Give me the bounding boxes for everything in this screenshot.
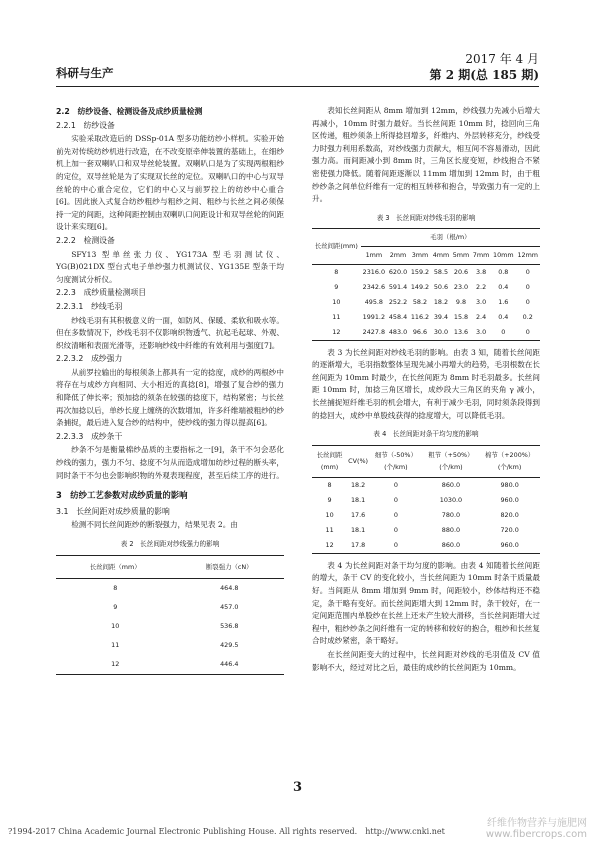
table-cell: 8	[113, 584, 118, 593]
table-cell: 0	[393, 495, 398, 504]
paragraph: 在长丝间距变大的过程中，长丝间距对纱线的毛羽值及 CV 值影响不大，经过对比之后，最佳的成纱的长丝间距为 10mm。	[312, 650, 540, 672]
table-cell: 1.6	[498, 297, 509, 306]
table-row	[312, 310, 540, 325]
table-cell: 591.4	[388, 282, 408, 291]
table-cell: 50.6	[433, 282, 449, 291]
table-header: 粗节（+50%）(个/km)	[423, 445, 480, 477]
table-cell: 429.5	[220, 641, 239, 650]
table-cell: 980.0	[500, 480, 519, 489]
table-cell: 30.0	[433, 327, 449, 336]
table-row	[312, 493, 540, 508]
table-cell: 2342.6	[362, 282, 386, 291]
section-2-2-3-3: 2.2.3.3 成纱条干	[56, 431, 123, 441]
table-cell: 12	[111, 660, 120, 669]
table-cell: 2.2	[475, 282, 487, 291]
table-row	[56, 655, 284, 675]
table-row	[56, 579, 284, 599]
table-row	[312, 538, 540, 554]
table-cell: 39.4	[433, 312, 449, 321]
section-2-2-3-1: 2.2.3.1 纱线毛羽	[56, 301, 123, 311]
paragraph: 表 3 为长丝间距对纱线毛羽的影响。由表 3 知，随着长丝间距的逐渐增大，毛羽指数整体呈现先减小再增大的趋势，毛羽根数在长丝间距为 10mm 时最少，在长丝间距为 8mm 时毛羽最多。长丝间距 10mm 时，加捻三角区增长，成纱段大三角区的夹角 γ 减小，长丝捕捉短纤维毛羽的机会增大，有利于减少毛羽，同时须条段得到的捻回大，成纱中单股线获得的捻度增大，可以降低毛羽。	[312, 347, 540, 420]
table-cell: 3.0	[475, 327, 487, 336]
table-row	[56, 598, 284, 617]
table-header-group: 毛羽（根/m）	[361, 229, 540, 247]
table-cell: 495.8	[364, 297, 383, 306]
table-header: 3mm	[409, 246, 431, 264]
watermark	[486, 818, 587, 840]
table-row	[312, 280, 540, 295]
copyright-footer: ?1994-2017 China Academic Journal Electronic Publishing House. All rights reserved. http://www.cnki.net	[8, 827, 445, 836]
table-header: 7mm	[471, 246, 491, 264]
table-cell: 9	[334, 282, 339, 291]
table-header: 10mm	[491, 246, 515, 264]
table-cell: 464.8	[220, 584, 239, 593]
table-cell: 116.2	[410, 312, 430, 321]
table-header: 长丝间距（mm）	[56, 555, 174, 579]
paragraph: SFY13 型单丝张力仪、YG173A 型毛羽测试仪、YG(B)021DX 型台式电子单纱强力机测试仪、YG135E 型条干均匀度测试分析仪。	[56, 249, 284, 284]
table-cell: 483.0	[388, 327, 408, 336]
table-4-caption: 表 4 长丝间距对条干均匀度的影响	[373, 430, 479, 439]
table-cell: 720.0	[500, 525, 519, 534]
table-cell: 9	[113, 603, 118, 612]
right-column	[312, 105, 540, 675]
table-cell: 149.2	[410, 282, 430, 291]
table-cell: 0.4	[498, 312, 509, 321]
paragraph: 表 4 为长丝间距对条干均匀度的影响。由表 4 知随着长丝间距的增大，条干 CV 的变化较小，当长丝间距为 10mm 时条干质量最好。当间距从 8mm 增加到 9mm 时，间距较小，纱体结构还不稳定，条干略有变好。而长丝间距增大到 12mm 时，条干较好，在一定间距范围内单股纱在长丝上还未产生较大滑移，当长丝间距增大过程中，粗纱纱条之间纤维有一定的转移和较好的抱合，粗纱和长丝复合时成纱紧密，条干略好。	[312, 560, 540, 646]
table-row	[312, 523, 540, 538]
header-rule	[56, 86, 539, 87]
section-2-2-2: 2.2.2 检测设备	[56, 235, 115, 245]
table-row	[312, 508, 540, 523]
table-header: 细节（-50%）(个/km)	[369, 445, 423, 477]
table-cell: 1991.2	[362, 312, 386, 321]
table-cell: 12	[325, 540, 334, 549]
table-cell: 11	[325, 525, 334, 534]
table-row	[312, 477, 540, 493]
table-cell: 10	[325, 510, 334, 519]
table-cell: 159.2	[410, 267, 430, 276]
table-cell: 0	[393, 510, 398, 519]
table-header: 长丝间距(mm)	[312, 445, 347, 477]
table-row	[312, 325, 540, 341]
table-cell: 252.2	[388, 297, 408, 306]
watermark-line: www.fibercrops.com	[485, 829, 587, 840]
table-3	[312, 228, 540, 340]
paragraph: 从前罗拉输出的每根须条上都具有一定的捻度，成纱的两根纱中将存在与成纱方向相同、大小相近的真捻[8]，增强了复合纱的强力和降低了伸长率；预加捻的须条在较强的捻度下，结构紧密；与长丝再次加捻以后，单纱长度上缠绕的次数增加，许多纤维端被粗纱的纱条捕捉，最后进入复合纱的结构中，使纱线的强力得以提高[6]。	[56, 367, 284, 428]
table-cell: 0	[525, 327, 530, 336]
table-row	[312, 264, 540, 280]
table-header: 4mm	[431, 246, 451, 264]
table-row	[312, 295, 540, 310]
table-cell: 8	[334, 267, 339, 276]
journal-title: 科研与生产	[56, 66, 114, 80]
table-cell: 3.0	[475, 297, 487, 306]
page-number: 3	[292, 780, 303, 795]
section-2-2-3: 2.2.3 成纱质量检测项目	[56, 288, 147, 298]
table-cell: 3.8	[475, 267, 487, 276]
table-cell: 17.6	[350, 510, 366, 519]
table-cell: 457.0	[220, 603, 239, 612]
table-cell: 58.2	[412, 297, 428, 306]
table-cell: 13.6	[453, 327, 469, 336]
table-2	[56, 555, 284, 676]
table-header: CV(%)	[347, 445, 369, 477]
table-cell: 12	[332, 327, 341, 336]
issue-number: 第 2 期(总 185 期)	[429, 68, 539, 82]
table-cell: 0	[393, 540, 398, 549]
table-cell: 2427.8	[362, 327, 386, 336]
section-2-2-3-2: 2.2.3.2 成纱强力	[56, 354, 123, 364]
table-cell: 0.8	[498, 267, 509, 276]
table-cell: 2316.0	[362, 267, 386, 276]
table-cell: 11	[111, 641, 120, 650]
table-cell: 8	[327, 480, 332, 489]
table-header: 2mm	[387, 246, 409, 264]
table-header: 长丝间距(mm)	[312, 229, 361, 264]
table-header: 棉节（+200%）(个/km)	[479, 445, 540, 477]
table-cell: 0	[393, 480, 398, 489]
section-3: 3 纺纱工艺参数对成纱质量的影响	[56, 490, 188, 501]
table-cell: 1030.0	[439, 495, 463, 504]
table-cell: 18.1	[350, 495, 366, 504]
table-header: 1mm	[361, 246, 387, 264]
table-cell: 17.8	[350, 540, 366, 549]
table-row	[56, 636, 284, 655]
left-column	[56, 105, 284, 675]
table-cell: 0	[525, 297, 530, 306]
table-cell: 18.2	[350, 480, 366, 489]
table-cell: 0	[525, 267, 530, 276]
table-cell: 96.6	[412, 327, 428, 336]
table-row	[56, 617, 284, 636]
table-cell: 0	[501, 327, 506, 336]
paragraph: 表知长丝间距从 8mm 增加到 12mm，纱线强力先减小后增大再减小，10mm 时强力最好。当长丝间距 10mm 时，捻回向三角区传递，粗纱须条上所得捻回增多，纤维内、外层转移充分，纱线受力时强力利用系数高，对纱线强力贡献大，相互间不容易滑动，因此强力高。而间距减小到 8mm 时，三角区长度变短，纱线抱合不紧密使强力降低。随着间距逐渐以 11mm 增加到 12mm 时，由于粗纱纱条之间单位纤维有一定的相互转移和抱合，导致强力有一定的上升。	[312, 106, 540, 204]
table-cell: 446.4	[220, 660, 239, 669]
section-2-2-1: 2.2.1 纺纱设备	[56, 120, 115, 130]
table-cell: 2.4	[475, 312, 487, 321]
table-cell: 18.2	[433, 297, 449, 306]
table-cell: 880.0	[441, 525, 461, 534]
table-cell: 20.6	[453, 267, 469, 276]
table-cell: 10	[332, 297, 341, 306]
paragraph: 实验采取改造后的 DSSp-01A 型多功能纺纱小样机。实验开始前先对传统纺纱机进行改造，在不改变原牵伸装置的基础上，在细纱机上加一套双喇叭口和双导丝轮装置。双喇叭口是为了实现两根粗纱的定位，双导丝轮是为了实现双长丝的定位。双喇叭口的中心与双导丝轮的中心重合定位，它们的中心又与前罗拉上的纺纱中心重合[6]。因此嵌入式复合纺纱粗纱与粗纱之间、粗纱与长丝之间必须保持一定的间距，这种间距控制由双喇叭口间距设计和双导丝轮的间距设计来实现[6]。	[56, 134, 284, 232]
table-cell: 9	[327, 495, 332, 504]
table-cell: 18.1	[350, 525, 366, 534]
table-cell: 11	[332, 312, 341, 321]
table-header: 5mm	[451, 246, 471, 264]
table-cell: 620.0	[388, 267, 408, 276]
table-cell: 58.5	[433, 267, 449, 276]
table-cell: 536.8	[220, 622, 239, 631]
table-cell: 0	[393, 525, 398, 534]
table-3-caption: 表 3 长丝间距对纱线毛羽的影响	[376, 213, 476, 222]
paragraph: 纱线毛羽有其积极意义的一面，如防风、保暖、柔软和吸水等。但在多数情况下，纱线毛羽不仅影响织物透气、抗起毛起球、外观、织纹清晰和表面光滑等，还影响纱线中纤维的有效利用与强度[7]。	[56, 315, 284, 350]
table-cell: 23.0	[453, 282, 469, 291]
table-4	[312, 445, 540, 554]
table-header: 断裂强力（cN）	[174, 555, 284, 579]
table-header: 12mm	[516, 246, 540, 264]
table-cell: 10	[111, 622, 120, 631]
paragraph: 纱条不匀是衡量棉纱品质的主要指标之一[9]，条干不匀会恶化纱线的强力，强力不匀、捻度不匀从而造成增加纺纱过程的断头率，同时条干不匀也会影响织物的外观表现程度，甚至后续工序的进行。	[56, 445, 284, 480]
table-cell: 860.0	[441, 480, 461, 489]
table-cell: 860.0	[441, 540, 461, 549]
table-2-caption: 表 2 长丝间距对纱线强力的影响	[120, 540, 220, 548]
table-cell: 458.4	[388, 312, 408, 321]
table-cell: 780.0	[441, 510, 461, 519]
section-2-2: 2.2 纺纱设备、检测设备及成纱质量检测	[56, 107, 203, 116]
section-3-1: 3.1 长丝间距对成纱质量的影响	[56, 506, 170, 516]
table-cell: 9.8	[455, 297, 467, 306]
year-month: 2017 年 4 月	[465, 52, 539, 66]
table-cell: 15.8	[453, 312, 469, 321]
table-cell: 960.0	[500, 540, 519, 549]
table-cell: 820.0	[500, 510, 519, 519]
table-cell: 0	[525, 282, 530, 291]
table-cell: 0.4	[498, 282, 509, 291]
paragraph: 检测不同长丝间距纱的断裂强力，结果见表 2。由	[71, 520, 238, 530]
watermark-line: 纤维作物营养与施肥网	[487, 818, 587, 829]
table-cell: 0.2	[522, 312, 533, 321]
table-cell: 960.0	[500, 495, 519, 504]
